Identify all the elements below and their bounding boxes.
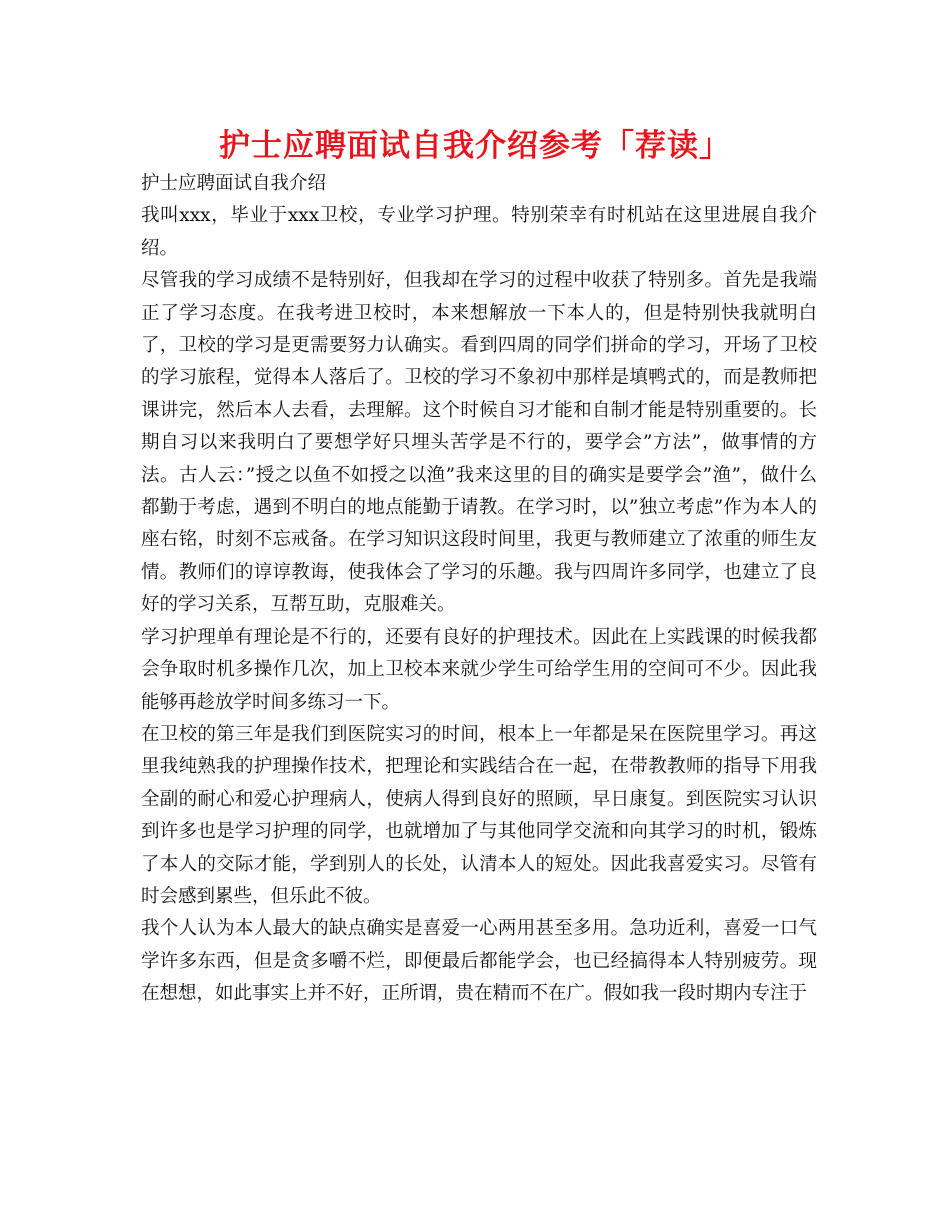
paragraph-study-attitude: 尽管我的学习成绩不是特别好，但我却在学习的过程中收获了特别多。首先是我端正了学习态度。在我考进卫校时，本来想解放一下本人的，但是特别快我就明白了，卫校的学习是更需要努力认确实。看到四周的同学们拼命的学习，开场了卫校的学习旅程，觉得本人落后了。卫校的学习不象初中那样是填鸭式的，而是教师把课讲完，然后本人去看，去理解。这个时候自习才能和自制才能是特别重要的。长期自习以来我明白了要想学好只埋头苦学是不行的，要学会”方法”，做事情的方法。古人云：”授之以鱼不如授之以渔”我来这里的目的确实是要学会”渔”，做什么都勤于考虑，遇到不明白的地点能勤于请教。在学习时，以”独立考虑”作为本人的座右铭，时刻不忘戒备。在学习知识这段时间里，我更与教师建立了浓重的师生友情。教师们的谆谆教诲，使我体会了学习的乐趣。我与四周许多同学，也建立了良好的学习关系，互帮互助，克服难关。 — [141, 270, 817, 616]
document-title: 护士应聘面试自我介绍参考「荐读」 — [219, 128, 731, 164]
document-body — [141, 168, 817, 1011]
paragraph-nursing-skills: 学习护理单有理论是不行的，还要有良好的护理技术。因此在上实践课的时候我都会争取时机多操作几次，加上卫校本来就少学生可给学生用的空间可不少。因此我能够再趁放学时间多练习一下。 — [141, 626, 817, 713]
paragraph-weakness: 我个人认为本人最大的缺点确实是喜爱一心两用甚至多用。急功近利，喜爱一口气学许多东西，但是贪多嚼不烂，即便最后都能学会，也已经搞得本人特别疲劳。现在想想，如此事实上并不好，正所谓，贵在精而不在广。假如我一段时期内专注于 — [141, 918, 817, 1005]
paragraph-intro: 我叫xxx，毕业于xxx卫校，专业学习护理。特别荣幸有时机站在这里进展自我介绍。 — [141, 205, 817, 259]
document-subheading: 护士应聘面试自我介绍 — [141, 173, 327, 194]
paragraph-internship: 在卫校的第三年是我们到医院实习的时间，根本上一年都是呆在医院里学习。再这里我纯熟我的护理操作技术，把理论和实践结合在一起，在带教教师的指导下用我全副的耐心和爱心护理病人，使病人得到良好的照顾，早日康复。到医院实习认识到许多也是学习护理的同学，也就增加了与其他同学交流和向其学习的时机，锻炼了本人的交际才能，学到别人的长处，认清本人的短处。因此我喜爱实习。尽管有时会感到累些，但乐此不彼。 — [141, 723, 817, 907]
